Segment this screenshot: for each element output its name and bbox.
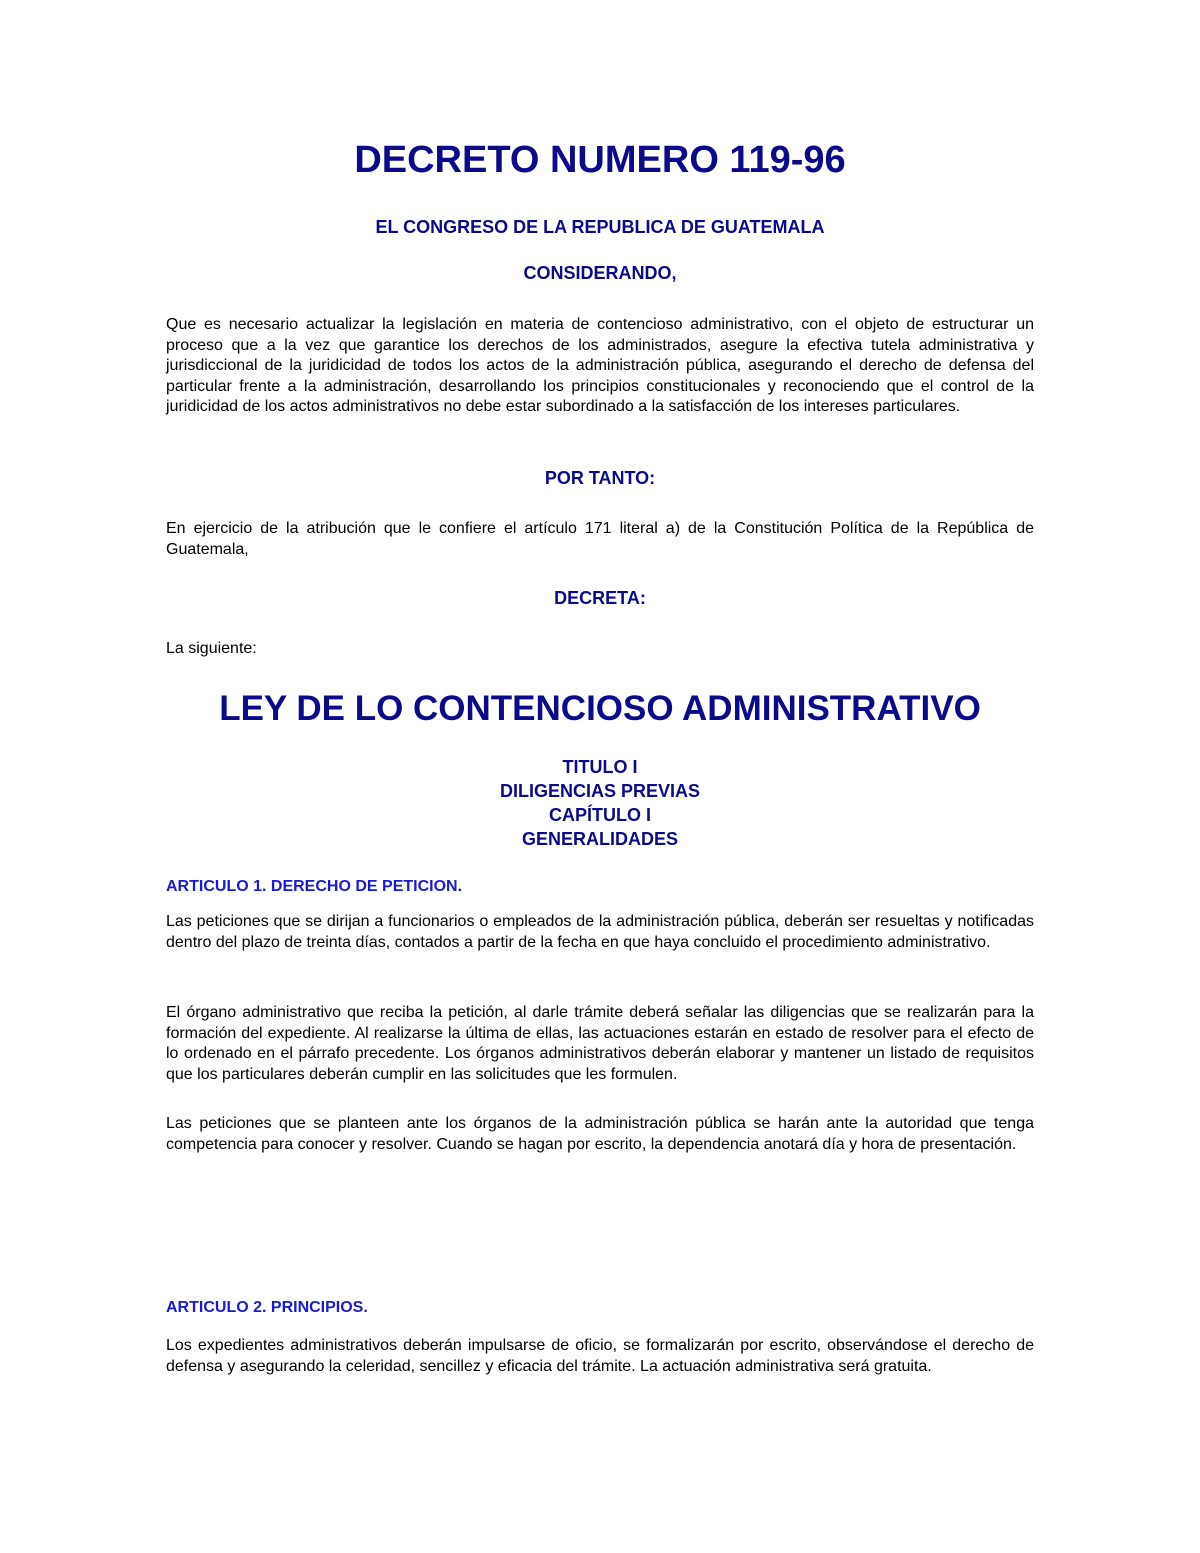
article-1-paragraph-2: El órgano administrativo que reciba la petición, al darle trámite deberá señalar las diligencias que se realizarán para la formación del expediente. Al realizarse la última de ellas, las actuaciones estarán en estado de resolver para el efecto de lo ordenado en el párrafo precedente. Los órganos administrativos deberán elaborar y mantener un listado de requisitos que los particulares deberán cumplir en las solicitudes que les formulen. xyxy=(166,1004,1034,1083)
article-2-paragraph-1: Los expedientes administrativos deberán impulsarse de oficio, se formalizarán por escrito, observándose el derecho de defensa y asegurando la celeridad, sencillez y eficacia del trámite. La actuación administrativa será gratuita. xyxy=(166,1337,1034,1375)
law-title: LEY DE LO CONTENCIOSO ADMINISTRATIVO xyxy=(219,689,981,728)
decree-title: DECRETO NUMERO 119-96 xyxy=(354,139,846,181)
titulo-number: TITULO I xyxy=(562,757,638,777)
capitulo-name: GENERALIDADES xyxy=(521,829,678,849)
article-1-paragraph-3: Las peticiones que se planteen ante los órganos de la administración pública se harán ante la autoridad que tenga competencia para conocer y resolver. Cuando se hagan por escrito, la dependencia anotará día y hora de presentación. xyxy=(166,1115,1034,1153)
congress-heading: EL CONGRESO DE LA REPUBLICA DE GUATEMALA xyxy=(375,217,825,237)
considerando-paragraph: Que es necesario actualizar la legislación en materia de contencioso administrativo, con el objeto de estructurar un proceso que a la vez que garantice los derechos de los administrados, asegure la efectiva tutela administrativa y jurisdiccional de la juridicidad de todos los actos de la administración pública, asegurando el derecho de defensa del particular frente a la administración, desarrollando los principios constitucionales y reconociendo que el control de la juridicidad de los actos administrativos no debe estar subordinado a la satisfacción de los intereses particulares. xyxy=(166,316,1034,415)
por-tanto-heading: POR TANTO: xyxy=(544,468,656,488)
article-1-heading: ARTICULO 1. DERECHO DE PETICION. xyxy=(166,878,463,895)
titulo-name: DILIGENCIAS PREVIAS xyxy=(499,781,701,801)
titulo-block xyxy=(166,755,1034,851)
la-siguiente-text: La siguiente: xyxy=(166,640,257,657)
por-tanto-paragraph: En ejercicio de la atribución que le confiere el artículo 171 literal a) de la Constitución Política de la República de Guatemala, xyxy=(166,520,1034,558)
considerando-heading: CONSIDERANDO, xyxy=(523,263,677,283)
article-1-paragraph-1: Las peticiones que se dirijan a funcionarios o empleados de la administración pública, deberán ser resueltas y notificadas dentro del plazo de treinta días, contados a partir de la fecha en que haya concluido el procedimiento administrativo. xyxy=(166,913,1034,951)
capitulo-number: CAPÍTULO I xyxy=(549,805,651,825)
article-2-heading: ARTICULO 2. PRINCIPIOS. xyxy=(166,1299,368,1316)
decreta-heading: DECRETA: xyxy=(554,588,646,608)
